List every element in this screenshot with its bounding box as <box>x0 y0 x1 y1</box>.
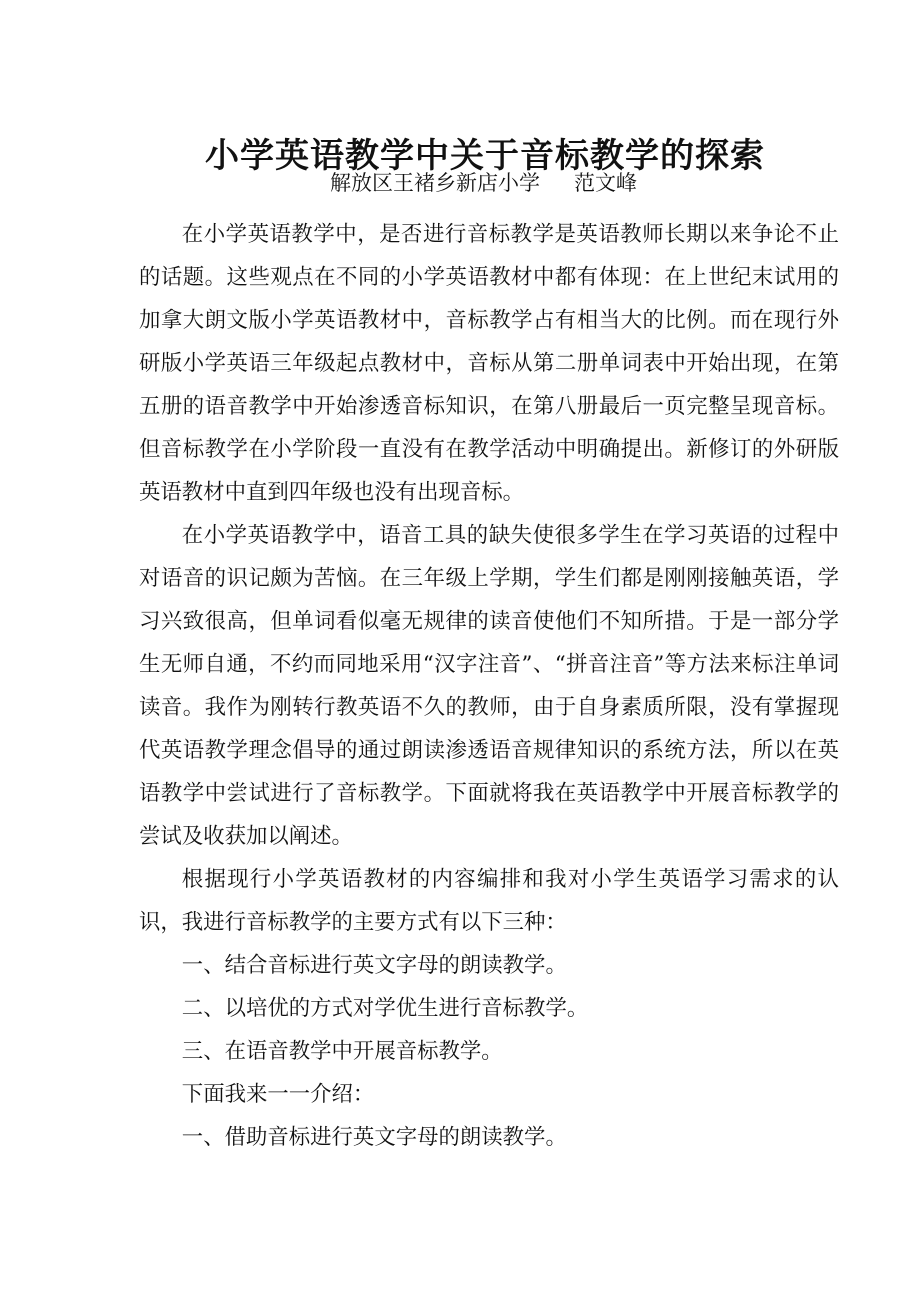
paragraph-2: 在小学英语教学中，语音工具的缺失使很多学生在学习英语的过程中对语音的识记颇为苦恼。在三年级上学期，学生们都是刚刚接触英语，学习兴致很高，但单词看似毫无规律的读音使他们不知所措。于是一部分学生无师自通，不约而同地采用“汉字注音”、“拼音注音”等方法来标注单词读音。我作为刚转行教英语不久的教师，由于自身素质所限，没有掌握现代英语教学理念倡导的通过朗读渗透语音规律知识的系统方法，所以在英语教学中尝试进行了音标教学。下面就将我在英语教学中开展音标教学的尝试及收获加以阐述。 <box>139 523 839 849</box>
paragraph-intro-next: 下面我来一一介绍： <box>181 1082 375 1107</box>
paragraph-1: 在小学英语教学中，是否进行音标教学是英语教师长期以来争论不止的话题。这些观点在不同的小学英语教材中都有体现：在上世纪末试用的加拿大朗文版小学英语教材中，音标教学占有相当大的比例。而在现行外研版小学英语三年级起点教材中，音标从第二册单词表中开始出现，在第五册的语音教学中开始渗透音标知识，在第八册最后一页完整呈现音标。但音标教学在小学阶段一直没有在教学活动中明确提出。新修订的外研版英语教材中直到四年级也没有出现音标。 <box>139 222 839 505</box>
section-heading-1: 一、借助音标进行英文字母的朗读教学。 <box>181 1125 567 1150</box>
list-item-1: 一、结合音标进行英文字母的朗读教学。 <box>181 953 567 978</box>
paragraph-3: 根据现行小学英语教材的内容编排和我对小学生英语学习需求的认识，我进行音标教学的主要方式有以下三种： <box>139 867 839 935</box>
list-item-2: 二、以培优的方式对学优生进行音标教学。 <box>181 996 589 1021</box>
byline-author: 范文峰 <box>574 171 637 195</box>
byline-school: 解放区王褚乡新店小学 <box>330 171 540 195</box>
body-text <box>139 213 839 1159</box>
byline <box>330 168 637 198</box>
list-item-3: 三、在语音教学中开展音标教学。 <box>181 1039 503 1064</box>
page-title: 小学英语教学中关于音标教学的探索 <box>205 135 765 176</box>
